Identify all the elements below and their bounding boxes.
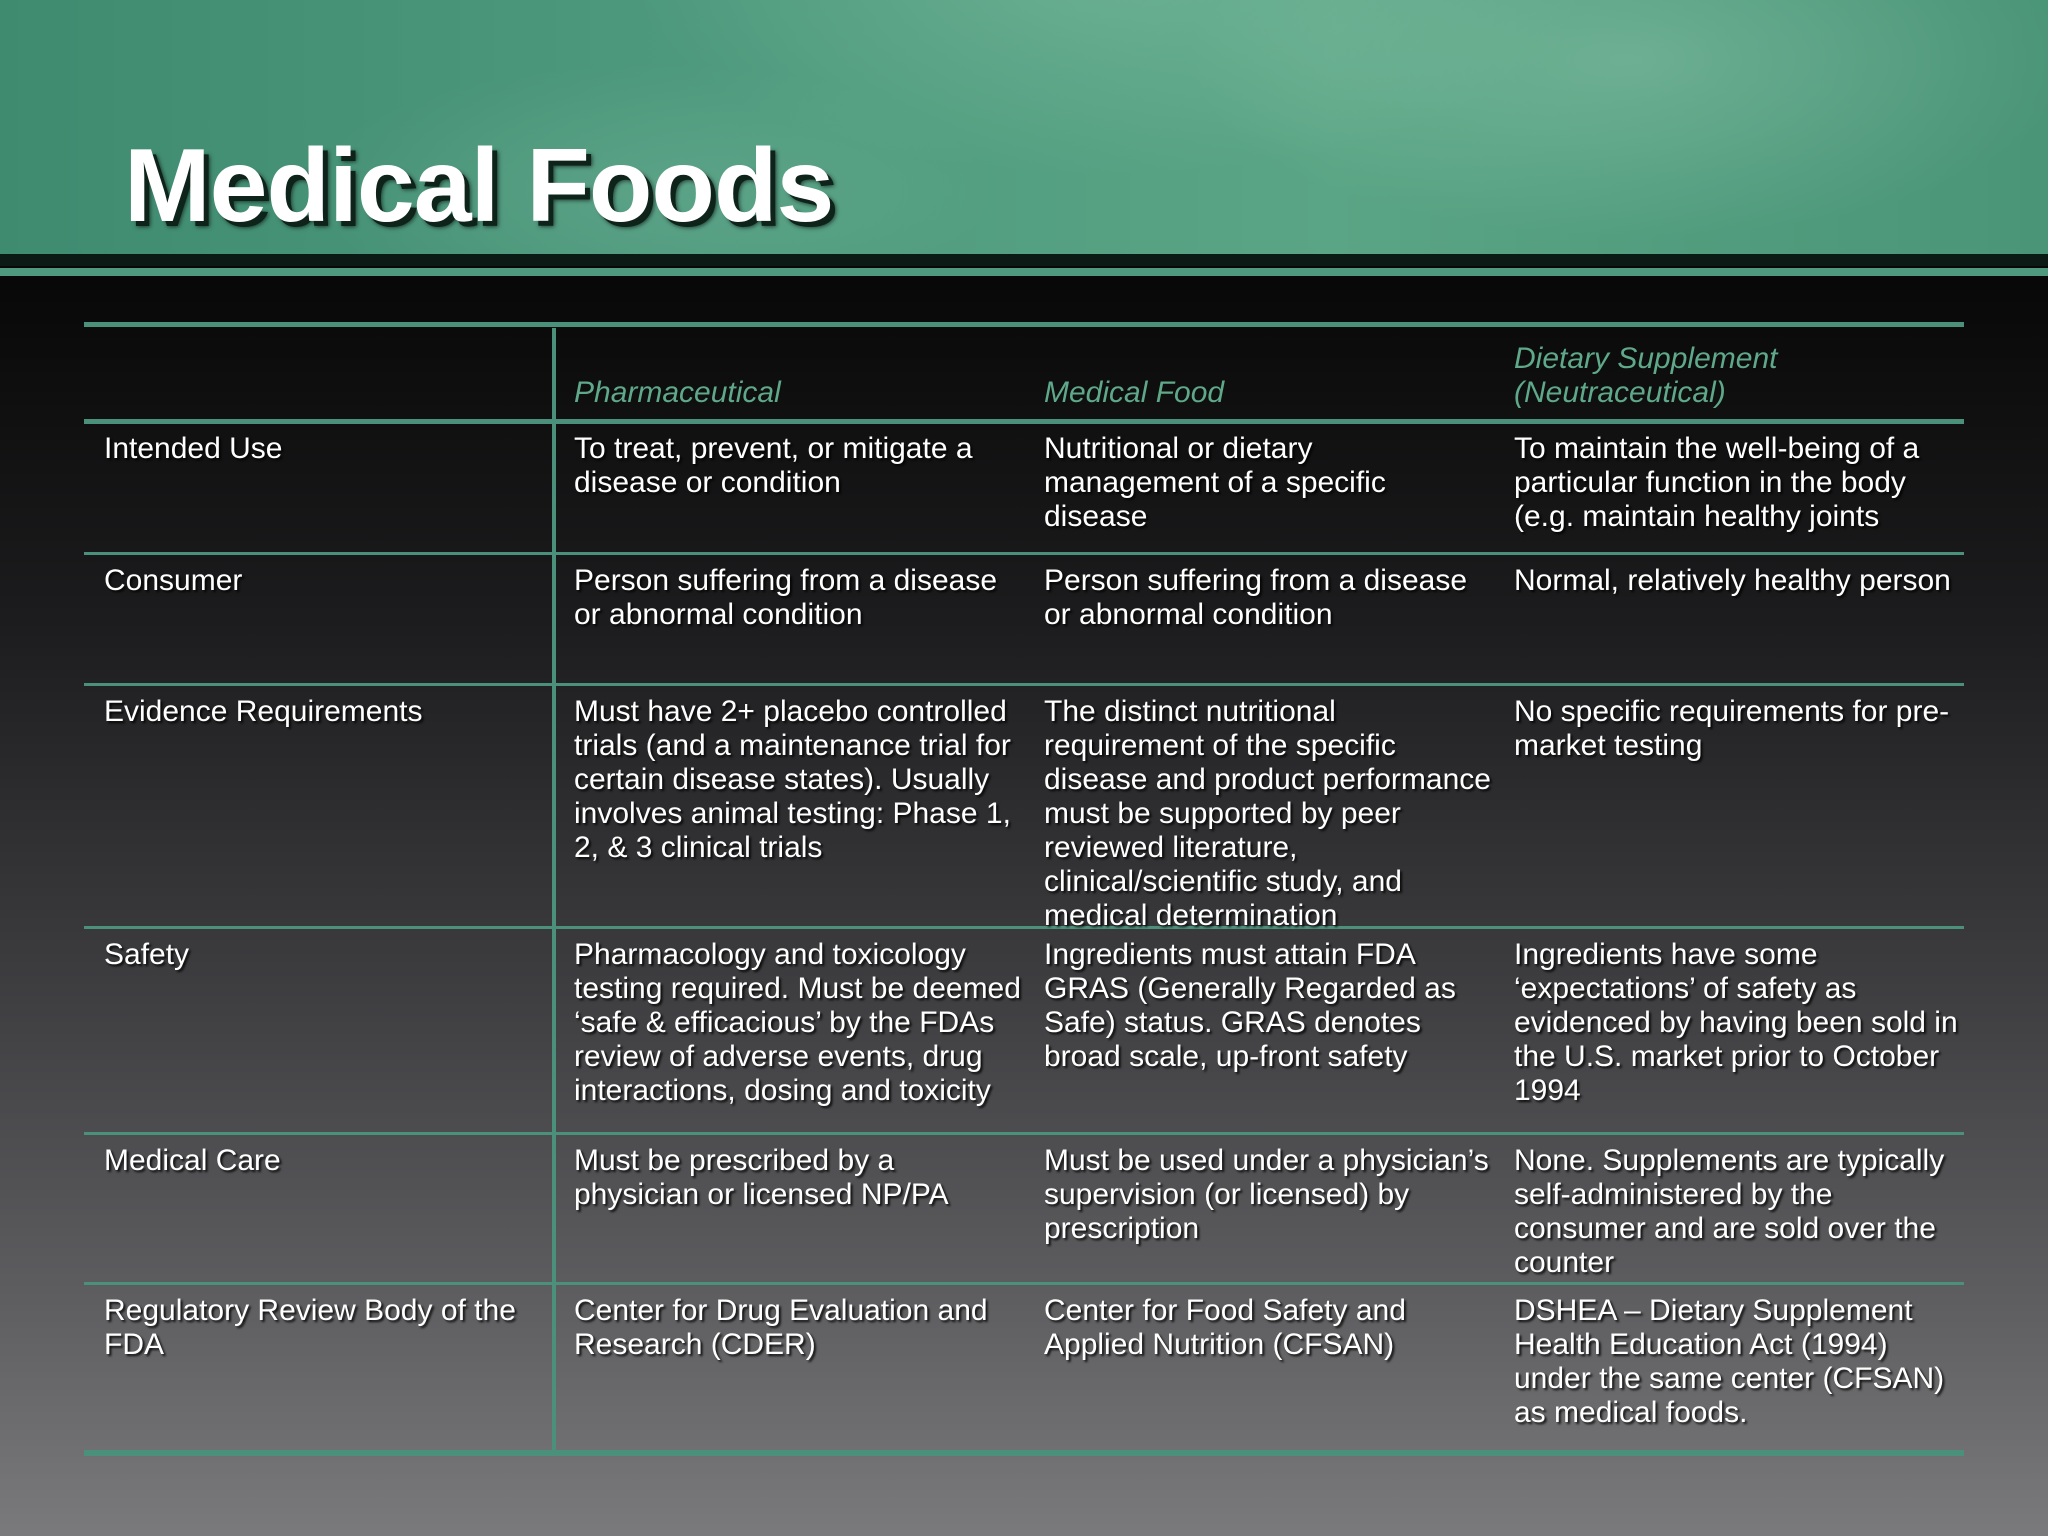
column-header-pharmaceutical: Pharmaceutical — [574, 376, 781, 409]
cell-safety-pharmaceutical: Pharmacology and toxicology testing required. Must be deemed ‘safe & efficacious’ by the FDAs review of adverse events, drug interactions, dosing and toxicity — [574, 938, 1021, 1107]
cell-evidence-dietary-supplement: No specific requirements for pre-market testing — [1514, 695, 1950, 762]
banner-swirl — [1180, 0, 2048, 240]
column-divider — [552, 328, 556, 1452]
row-label-regulatory-review-body: Regulatory Review Body of the FDA — [104, 1294, 516, 1361]
cell-regulatory-medical-food: Center for Food Safety and Applied Nutrition (CFSAN) — [1044, 1294, 1406, 1361]
cell-intended-use-medical-food: Nutritional or dietary management of a specific disease — [1044, 432, 1386, 533]
table-bottom-rule — [84, 1450, 1964, 1456]
row-label-intended-use: Intended Use — [104, 432, 283, 465]
row-divider — [84, 1132, 1964, 1135]
row-label-medical-care: Medical Care — [104, 1144, 281, 1177]
column-header-dietary-line1: Dietary Supplement — [1514, 342, 1778, 375]
row-divider — [84, 926, 1964, 929]
cell-consumer-medical-food: Person suffering from a disease or abnormal condition — [1044, 564, 1468, 631]
row-label-consumer: Consumer — [104, 564, 243, 597]
row-divider — [84, 683, 1964, 686]
row-divider — [84, 1282, 1964, 1285]
cell-regulatory-dietary-supplement: DSHEA – Dietary Supplement Health Education Act (1994) under the same center (CFSAN) as medical foods. — [1514, 1294, 1945, 1429]
cell-medical-care-dietary-supplement: None. Supplements are typically self-administered by the consumer and are sold over the counter — [1514, 1144, 1945, 1279]
slide-title: Medical Foods — [124, 128, 834, 244]
table-top-rule — [84, 322, 1964, 327]
cell-consumer-dietary-supplement: Normal, relatively healthy person — [1514, 564, 1951, 597]
banner-divider — [0, 254, 2048, 266]
row-label-evidence-requirements: Evidence Requirements — [104, 695, 423, 728]
column-header-dietary-supplement — [1514, 342, 1954, 410]
comparison-table — [84, 322, 1964, 1458]
cell-intended-use-dietary-supplement: To maintain the well-being of a particular function in the body (e.g. maintain healthy joints — [1514, 432, 1920, 533]
cell-medical-care-medical-food: Must be used under a physician’s supervision (or licensed) by prescription — [1044, 1144, 1489, 1245]
cell-medical-care-pharmaceutical: Must be prescribed by a physician or licensed NP/PA — [574, 1144, 949, 1211]
header-rule — [84, 419, 1964, 424]
cell-consumer-pharmaceutical: Person suffering from a disease or abnormal condition — [574, 564, 998, 631]
cell-safety-medical-food: Ingredients must attain FDA GRAS (Generally Regarded as Safe) status. GRAS denotes broad scale, up-front safety — [1044, 938, 1456, 1073]
cell-evidence-medical-food: The distinct nutritional requirement of the specific disease and product performance must be supported by peer reviewed literature, clinical/scientific study, and medical determination — [1044, 695, 1491, 932]
column-header-dietary-line2: (Neutraceutical) — [1514, 376, 1726, 409]
cell-evidence-pharmaceutical: Must have 2+ placebo controlled trials (and a maintenance trial for certain disease states). Usually involves animal testing: Phase 1, 2, & 3 clinical trials — [574, 695, 1011, 864]
row-label-safety: Safety — [104, 938, 190, 971]
banner-accent-line — [0, 268, 2048, 276]
row-divider — [84, 552, 1964, 555]
column-header-medical-food: Medical Food — [1044, 376, 1225, 409]
cell-intended-use-pharmaceutical: To treat, prevent, or mitigate a disease or condition — [574, 432, 973, 499]
cell-safety-dietary-supplement: Ingredients have some ‘expectations’ of safety as evidenced by having been sold in the U.S. market prior to October 1994 — [1514, 938, 1958, 1107]
cell-regulatory-pharmaceutical: Center for Drug Evaluation and Research (CDER) — [574, 1294, 988, 1361]
